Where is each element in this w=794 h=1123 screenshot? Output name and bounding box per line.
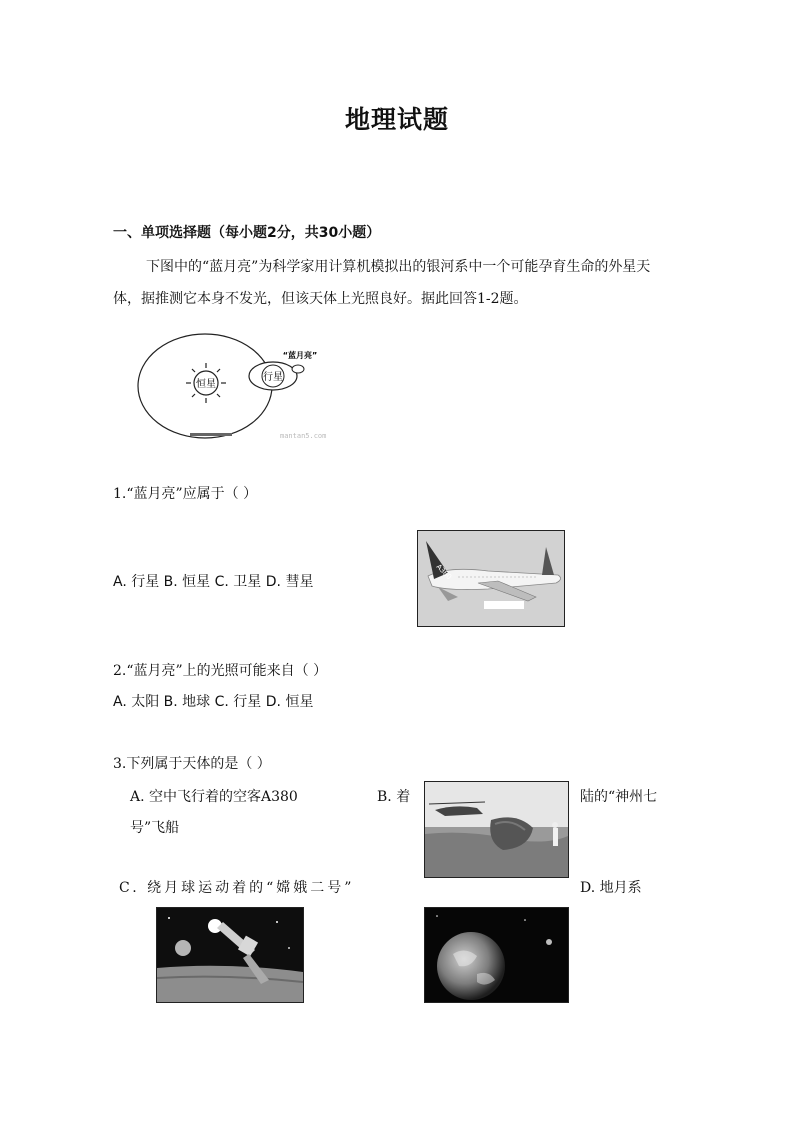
q3-option-b-line2: 号”飞船 [130,820,180,836]
airplane-photo [417,530,565,627]
blue-moon-label: “蓝月亮” [282,351,318,360]
watermark-text: mantan5.com [280,432,327,440]
star-label: 恒星 [196,379,216,390]
q3-option-d: D. 地月系 [580,880,642,896]
q1-stem: 1.“蓝月亮”应属于（ ） [113,486,258,502]
q3-option-b-end: 陆的“神州七 [580,789,658,805]
q3-stem: 3.下列属于天体的是（ ） [113,756,271,772]
q3-option-c: C. 绕月球运动着的“嫦娥二号” [119,880,355,896]
intro-line-1: 下图中的“蓝月亮”为科学家用计算机模拟出的银河系中一个可能孕育生命的外星天 [146,259,651,275]
orbit-diagram [130,330,350,445]
planet-label: 行星 [263,372,283,383]
q1-options: A. 行星 B. 恒星 C. 卫星 D. 彗星 [113,574,314,590]
q2-options: A. 太阳 B. 地球 C. 行星 D. 恒星 [113,694,314,710]
intro-line-2: 体，据推测它本身不发光，但该天体上光照良好。据此回答1-2题。 [113,291,528,307]
blue-moon-circle [292,365,304,373]
page-title: 地理试题 [344,105,449,134]
q2-stem: 2.“蓝月亮”上的光照可能来自（ ） [113,663,328,679]
satellite-photo [156,907,304,1003]
q3-option-b-start: B. 着 [377,789,411,805]
capsule-landing-photo [424,781,569,878]
airplane-tail-text: A380 [434,562,454,582]
section-heading: 一、单项选择题（每小题2分，共30小题） [113,225,381,241]
scan-mark [190,433,232,436]
earth-moon-photo [424,907,569,1003]
q3-option-a: A. 空中飞行着的空客A380 [130,789,298,805]
